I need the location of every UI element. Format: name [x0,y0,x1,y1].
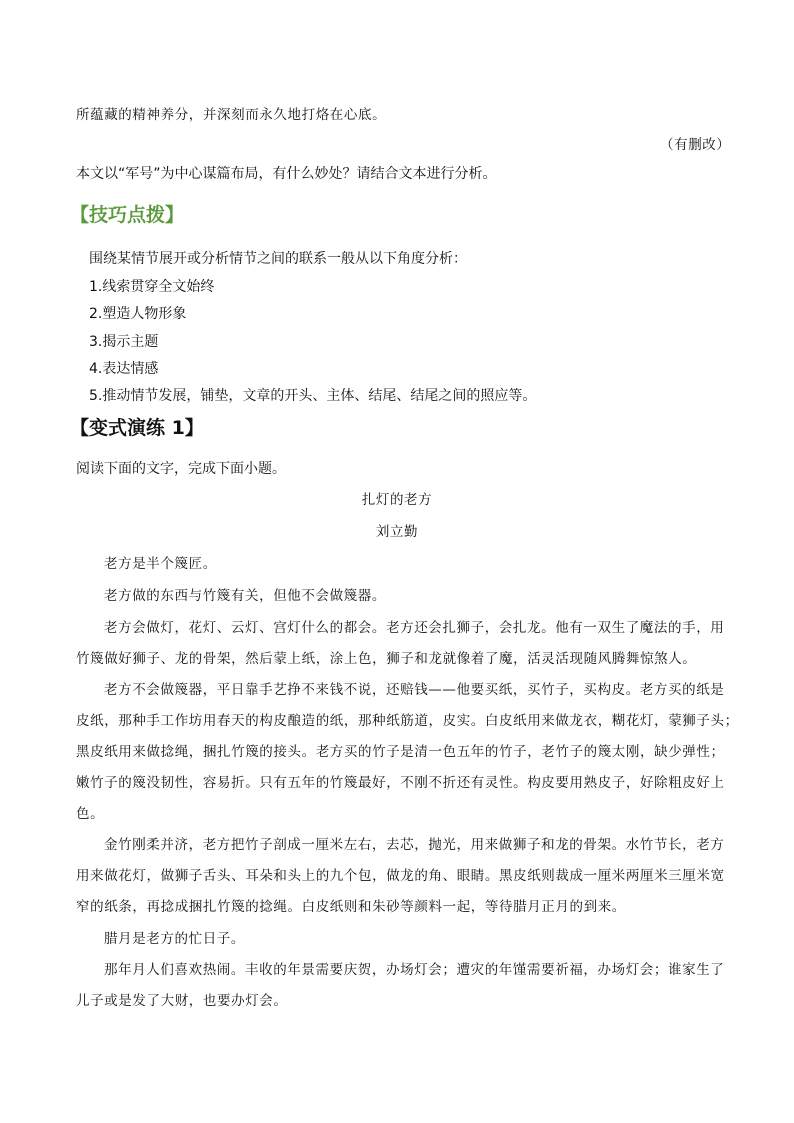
tips-intro: 围绕某情节展开或分析情节之间的联系一般从以下角度分析： [89,251,467,267]
tips-item: 4.表达情感 [89,361,159,377]
story-paragraph-line: 嫩竹子的篾没韧性，容易折。只有五年的竹篾最好，不刚不折还有灵性。构皮要用熟皮子，好除粗皮好上 [76,775,725,791]
question-text: 本文以“军号”为中心谋篇布局，有什么妙处？请结合文本进行分析。 [76,166,497,182]
story-paragraph-line: 用来做花灯，做狮子舌头、耳朵和头上的九个包，做龙的角、眼睛。黑皮纸则裁成一厘米两厘米三厘米宽 [76,868,725,884]
story-paragraph-line: 儿子或是发了大财，也要办灯会。 [76,993,288,1009]
tips-item: 3.揭示主题 [89,334,159,350]
story-paragraph-line: 老方做的东西与竹篾有关，但他不会做篾器。 [104,588,386,604]
tips-heading: 【技巧点拨】 [70,204,185,226]
tips-item: 1.线索贯穿全文始终 [89,279,215,295]
story-paragraph-line: 金竹刚柔并济，老方把竹子剖成一厘米左右，去芯，抛光，用来做狮子和龙的骨架。水竹节长，老方 [104,837,725,853]
story-paragraph-line: 腊月是老方的忙日子。 [104,931,245,947]
story-author: 刘立勤 [375,524,419,540]
story-paragraph-line: 色。 [76,806,105,822]
story-paragraph-line: 窄的纸条，再捻成捆扎竹篾的捻绳。白皮纸则和朱砂等颜料一起，等待腊月正月的到来。 [76,899,626,915]
story-paragraph-line: 皮纸，那种手工作坊用春天的构皮酿造的纸，那种纸筋道，皮实。白皮纸用来做龙衣，糊花灯，蒙狮子头； [76,713,739,729]
story-paragraph-line: 老方不会做篾器，平日靠手艺挣不来钱不说，还赔钱——他要买纸，买竹子，买构皮。老方买的纸是 [104,682,725,698]
edited-note: （有删改） [660,137,731,153]
exercise-instruction: 阅读下面的文字，完成下面小题。 [76,461,286,477]
story-title: 扎灯的老方 [361,492,433,508]
exercise-heading: 【变式演练 1】 [70,417,204,439]
previous-passage-last-line: 所蕴藏的精神养分，并深刻而永久地打烙在心底。 [76,107,387,123]
story-paragraph-line: 老方是半个篾匠。 [104,556,217,572]
tips-item: 2.塑造人物形象 [89,306,187,322]
tips-item: 5.推动情节发展，铺垫，文章的开头、主体、结尾、结尾之间的照应等。 [89,388,537,404]
story-paragraph-line: 那年月人们喜欢热闹。丰收的年景需要庆贺，办场灯会；遭灾的年馑需要祈福，办场灯会；谁家生了 [104,962,725,978]
story-paragraph-line: 竹篾做好狮子、龙的骨架，然后蒙上纸，涂上色，狮子和龙就像着了魔，活灵活现随风腾舞惊煞人。 [76,651,697,667]
story-paragraph-line: 老方会做灯，花灯、云灯、宫灯什么的都会。老方还会扎狮子，会扎龙。他有一双生了魔法的手，用 [104,620,725,636]
story-paragraph-line: 黑皮纸用来做捻绳，捆扎竹篾的接头。老方买的竹子是清一色五年的竹子，老竹子的篾太刚，缺少弹性； [76,744,725,760]
